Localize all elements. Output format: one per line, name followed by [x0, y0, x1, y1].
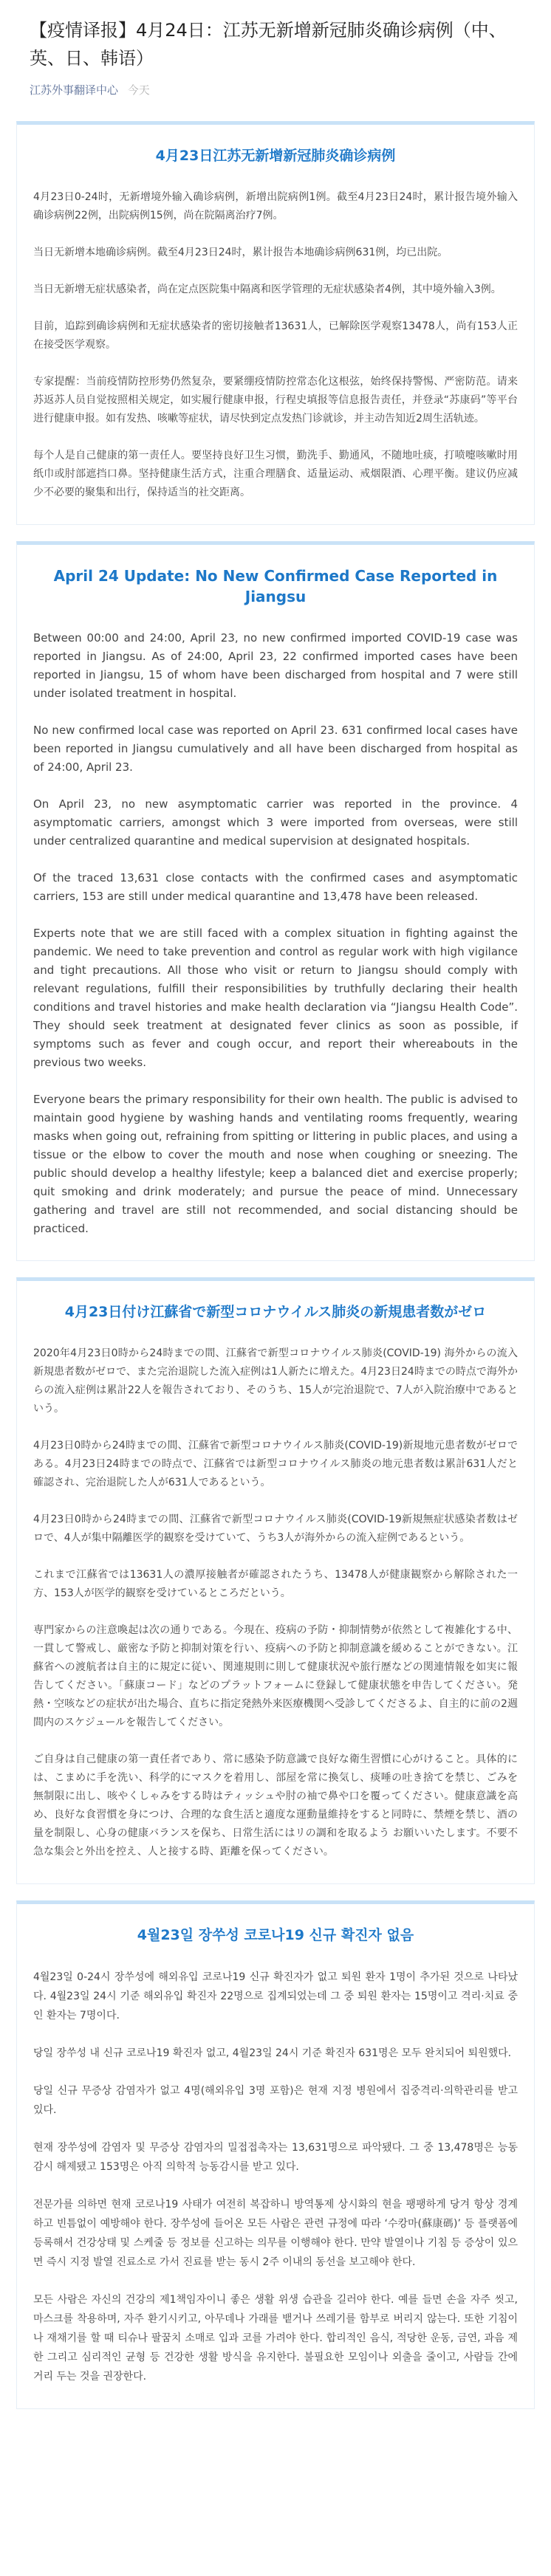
paragraph: 4月23日0時から24時までの間、江蘇省で新型コロナウイルス肺炎(COVID-19新規無症状感染者数はゼロで、4人が集中隔離医学的観察を受けていて、うち3人が海外からの流入症例であるという。	[33, 1514, 518, 1544]
paragraph: 目前，追踪到确诊病例和无症状感染者的密切接触者13631人，已解除医学观察13478人，尚有153人正在接受医学观察。	[33, 320, 518, 351]
paragraph: これまで江蘇省では13631人の濃厚接触者が確認されたうち、13478人が健康観察から解除された一方、153人が医学的観察を受けているところだという。	[33, 1569, 518, 1599]
section-chinese	[16, 121, 535, 525]
section-title: 4月23日江苏无新增新冠肺炎确诊病例	[155, 148, 396, 164]
article-header	[0, 0, 551, 105]
paragraph: ご自身は自己健康の第一責任者であり、常に感染予防意識で良好な衛生習慣に心がけること。具体的には、こまめに手を洗い、科学的にマスクを着用し、部屋を常に換気し、痰唾の吐き捨てを禁じ、ごみを無制限に出し、咳やくしゃみをする時はティッシュや肘の袖で鼻や口を覆ってください。健康意識を高め、良好な食習慣を身につけ、合理的な食生活と適度な運動量維持をすると同時に、禁煙を禁じ、酒の量を制限し、心身の健康バランスを保ち、日常生活にはリの調和を取るよう お願いいたします。不要不急な集会と外出を控え、人と接する時、距離を保ってください。	[33, 1754, 518, 1858]
paragraph: 4월23일 0-24시 장쑤성에 해외유입 코로나19 신규 확진자가 없고 퇴원 환자 1명이 추가된 것으로 나타났다. 4월23일 24시 기준 해외유입 확진자 22명으로 집계되었는데 그 중 퇴원 환자는 15명이고 격리·치료 중인 환자는 7명이다.	[33, 1971, 518, 2022]
section-korean	[16, 1900, 535, 2409]
paragraph: 4月23日0時から24時までの間、江蘇省で新型コロナウイルス肺炎(COVID-19)新規地元患者数がゼロである。4月23日24時までの時点で、江蘇省では新型コロナウイルス肺炎の地元患者数は累計631人だと確認され、完治退院した人が631人であるという。	[33, 1440, 518, 1488]
paragraph: 2020年4月23日0時から24時までの間、江蘇省で新型コロナウイルス肺炎(COVID-19) 海外からの流入新規患者数がゼロで、また完治退院した流入症例は1人新たに増えた。4月23日24時までの時点で海外からの流入症例は累計22人を報告されており、そのうち、15人が完治退院で、7人が入院治療中であるという。	[33, 1347, 518, 1415]
paragraph: 전문가를 의하면 현재 코로나19 사태가 여전히 복잡하니 방역통제 상시화의 현을 팽팽하게 당겨 항상 경계하고 빈틈없이 예방해야 한다. 장쑤성에 들어온 모든 사람은 관련 규정에 따라 ‘수캉마(蘇康碼)’ 등 플랫폼에 등록해서 건강상태 및 스케줄 등 정보를 신고하는 의무를 이행해야 한다. 만약 발열이나 기침 등 증상이 있으면 즉시 지정 발열 진료소로 가서 진료를 받는 동시 2주 이내의 동선을 보고해야 한다.	[33, 2199, 518, 2268]
paragraph: Experts note that we are still faced with a complex situation in fighting against the pandemic. We need to take prevention and control as regular work with high vigilance and tight precautions. All those who visit or return to Jiangsu should comply with relevant regulations, fulfill their responsibilities by truthfully declaring their health conditions and travel histories and make health declaration via “Jiangsu Health Code”. They should seek treatment at designated fever clinics as soon as possible, if symptoms such as fever and cough occur, and report their whereabouts in the previous two weeks.	[33, 927, 518, 1069]
article-meta	[30, 83, 521, 97]
paragraph: 당일 장쑤성 내 신규 코로나19 확진자 없고, 4월23일 24시 기준 확진자 631명은 모두 완치되어 퇴원했다.	[33, 2047, 512, 2059]
paragraph: 专家提醒：当前疫情防控形势仍然复杂，要紧绷疫情防控常态化这根弦，始终保持警惕、严密防范。请来苏返苏人员自觉按照相关规定，如实履行健康申报，行程史填报等信息报告责任，并登录“苏康码”等平台进行健康申报。如有发热、咳嗽等症状，请尽快到定点发热门诊就诊，并主动告知近2周生活轨迹。	[33, 376, 518, 425]
publish-date: 今天	[127, 83, 150, 97]
section-english	[16, 541, 535, 1261]
paragraph: 현재 장쑤성에 감염자 및 무증상 감염자의 밀접접촉자는 13,631명으로 파악됐다. 그 중 13,478명은 능동감시 해제됐고 153명은 아직 의학적 능동감시를 받고 있다.	[33, 2142, 518, 2173]
paragraph: No new confirmed local case was reported on April 23. 631 confirmed local cases have been reported in Jiangsu cumulatively and all have been discharged from hospital as of 24:00, April 23.	[33, 724, 518, 774]
section-japanese	[16, 1277, 535, 1884]
paragraph: 専門家からの注意喚起は次の通りである。今現在、疫病の予防・抑制情勢が依然として複雑化する中、一貫して警戒し、厳密な予防と抑制対策を行い、疫病への予防と抑制意識を緩めることができない。江蘇省への渡航者は自主的に規定に従い、関連規則に則して健康状況や旅行歴などの関連情報を如実に報告してください。「蘇康コード」などのプラットフォームに登録して健康状態を申告してください。発熱・空咳などの症状が出た場合、直ちに指定発熱外来医療機関へ受診してくださるよ、自主的に前の2週間内のスケジュールを報告してください。	[33, 1624, 518, 1728]
section-title: 4月23日付け江蘇省で新型コロナウイルス肺炎の新規患者数がゼロ	[64, 1304, 487, 1320]
paragraph: 当日无新增本地确诊病例。截至4月23日24时，累计报告本地确诊病例631例，均已出院。	[33, 247, 448, 258]
paragraph: 당일 신규 무증상 감염자가 없고 4명(해외유입 3명 포함)은 현재 지정 병원에서 집중격리·의학관리를 받고 있다.	[33, 2085, 518, 2116]
article-title: 【疫情译报】4月24日：江苏无新增新冠肺炎确诊病例（中、英、日、韩语）	[30, 20, 507, 69]
section-title: 4월23일 장쑤성 코로나19 신규 확진자 없음	[137, 1927, 414, 1943]
paragraph: On April 23, no new asymptomatic carrier was reported in the province. 4 asymptomatic carriers, amongst which 3 were imported from overseas, were still under centralized quarantine and medical supervision at designated hospitals.	[33, 797, 518, 848]
paragraph: 모든 사람은 자신의 건강의 제1책임자이니 좋은 생활 위생 습관을 길러야 한다. 예를 들면 손을 자주 씻고, 마스크를 착용하며, 자주 환기시키고, 아무데나 가래를 뱉거나 쓰레기를 함부로 버리지 않는다. 또한 기침이나 재채기를 할 때 티슈나 팔꿈치 소매로 입과 코를 가려야 한다. 합리적인 음식, 적당한 운동, 금연, 과음 제한 그리고 심리적인 균형 등 건강한 생활 방식을 유지한다. 불필요한 모임이나 외출을 줄이고, 사람들 간에 거리 두는 것을 권장한다.	[33, 2294, 518, 2383]
paragraph: Everyone bears the primary responsibility for their own health. The public is advised to maintain good hygiene by washing hands and ventilating rooms frequently, wearing masks when going out, refraining from spitting or littering in public places, and using a tissue or the elbow to cover the mouth and nose when coughing or sneezing. The public should develop a healthy lifestyle; keep a balanced diet and exercise properly; quit smoking and drink moderately; and pursue the peace of mind. Unnecessary gathering and travel are still not recommended, and social distancing should be practiced.	[33, 1093, 518, 1235]
paragraph: 每个人是自己健康的第一责任人。要坚持良好卫生习惯，勤洗手、勤通风，不随地吐痰，打喷嚏咳嗽时用纸巾或肘部遮挡口鼻。坚持健康生活方式，注重合理膳食、适量运动、戒烟限酒、心理平衡。建议仍应减少不必要的聚集和出行，保持适当的社交距离。	[33, 450, 518, 498]
section-title: April 24 Update: No New Confirmed Case Reported in Jiangsu	[53, 567, 498, 605]
paragraph: Of the traced 13,631 close contacts with the confirmed cases and asymptomatic carriers, 153 are still under medical quarantine and 13,478 have been released.	[33, 871, 518, 903]
account-name-link[interactable]: 江苏外事翻译中心	[30, 83, 119, 97]
paragraph: 4月23日0-24时，无新增境外输入确诊病例，新增出院病例1例。截至4月23日24时，累计报告境外输入确诊病例22例，出院病例15例，尚在院隔离治疗7例。	[33, 191, 518, 221]
paragraph: Between 00:00 and 24:00, April 23, no new confirmed imported COVID-19 case was reported in Jiangsu. As of 24:00, April 23, 22 confirmed imported cases have been reported in Jiangsu, 15 of whom have been discharged from hospital and 7 were still under isolated treatment in hospital.	[33, 631, 518, 700]
paragraph: 当日无新增无症状感染者，尚在定点医院集中隔离和医学管理的无症状感染者4例，其中境外输入3例。	[33, 284, 502, 295]
